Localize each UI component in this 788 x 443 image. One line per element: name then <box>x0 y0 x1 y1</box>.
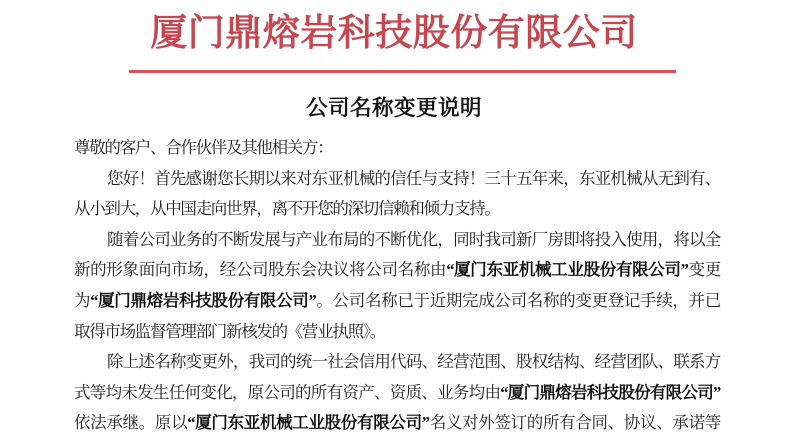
text-segment: 依法承继。原以 <box>74 413 188 433</box>
text-segment: 名义对外签订的所有合同、协议、承诺等 <box>428 413 720 433</box>
body-line <box>74 225 720 256</box>
text-segment: 尊敬的客户、合作伙伴及其他相关方： <box>74 138 333 157</box>
text-segment: 随着公司业务的不断发展与产业布局的不断优化，同时我司新厂房即将投入使用，将以全 <box>107 229 720 249</box>
body-text <box>74 133 720 439</box>
text-segment: 为 <box>74 290 91 310</box>
body-line <box>74 378 720 409</box>
body-line <box>74 255 720 286</box>
document-title: 公司名称变更说明 <box>305 96 482 120</box>
text-segment: 从小到大，从中国走向世界，离不开您的深切信赖和倾力支持。 <box>74 199 500 219</box>
letterhead-company-name: 厦门鼎熔岩科技股份有限公司 <box>150 13 638 54</box>
text-segment: 除上述名称变更外，我司的统一社会信用代码、经营范围、股权结构、经营团队、联系方 <box>107 352 720 372</box>
text-segment: 变更 <box>687 260 720 280</box>
text-segment: 式等均未发生任何变化，原公司的所有资产、资质、业务均由 <box>74 382 501 402</box>
body-line <box>74 317 720 348</box>
text-segment: 您好！首先感谢您长期以来对东亚机械的信任与支持！三十五年来，东亚机械从无到有、 <box>107 168 720 188</box>
letterhead-divider-rule <box>129 70 676 73</box>
text-segment: 取得市场监督管理部门新核发的《营业执照》。 <box>74 321 385 341</box>
body-line <box>74 194 720 225</box>
body-line <box>74 133 720 164</box>
company-name-emphasis: “厦门东亚机械工业股份有限公司” <box>446 260 688 280</box>
body-line <box>74 347 720 378</box>
company-name-emphasis: “厦门鼎熔岩科技股份有限公司” <box>90 290 316 310</box>
body-line <box>74 286 720 317</box>
company-name-emphasis: “厦门东亚机械工业股份有限公司” <box>187 413 429 433</box>
text-segment: 。公司名称已于近期完成公司名称的变更登记手续，并已 <box>315 290 720 310</box>
company-name-emphasis: “厦门鼎熔岩科技股份有限公司” <box>500 382 720 402</box>
body-line <box>74 164 720 195</box>
text-segment: 新的形象面向市场，经公司股东会决议将公司名称由 <box>74 260 447 280</box>
body-line <box>74 408 720 439</box>
